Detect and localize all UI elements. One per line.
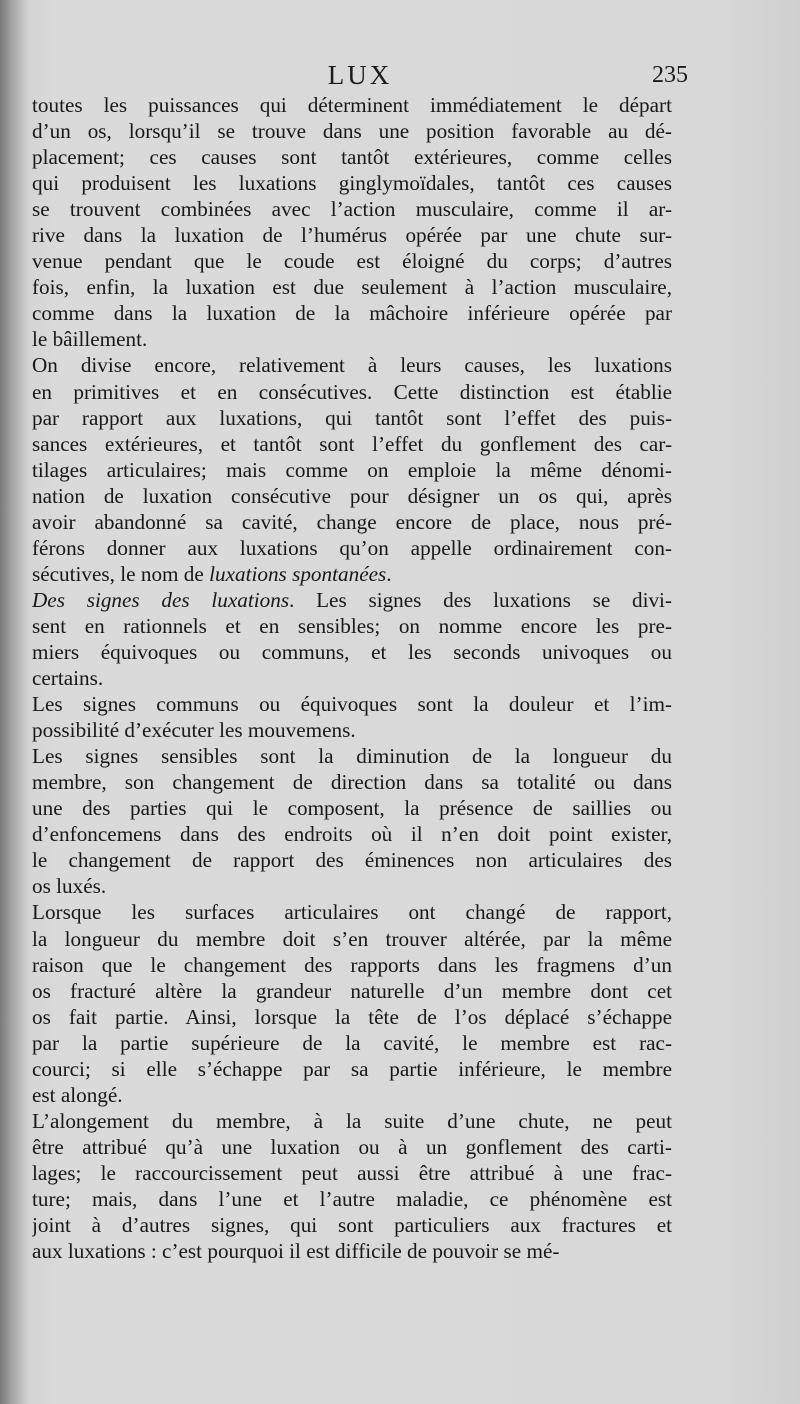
- text-line: une des parties qui le composent, la présence de saillies ou: [32, 796, 672, 821]
- text-line: férons donner aux luxations qu’on appelle ordinairement con-: [32, 535, 672, 560]
- text-line: sances extérieures, et tantôt sont l’effet du gonflement des car-: [32, 431, 672, 456]
- text-line: membre, son changement de direction dans sa totalité ou dans: [32, 770, 672, 795]
- paragraph: [32, 743, 672, 899]
- running-head: LUX: [327, 60, 393, 90]
- paragraph: [32, 352, 672, 586]
- binding-shadow: [0, 0, 30, 1404]
- text-line: en primitives et en consécutives. Cette distinction est établie: [32, 379, 672, 404]
- text-line: raison que le changement des rapports dans les fragmens d’un: [32, 952, 672, 977]
- text-line: possibilité d’exécuter les mouvemens.: [32, 718, 356, 743]
- text-line: certains.: [32, 666, 104, 691]
- paragraph: [32, 92, 672, 352]
- text-line: On divise encore, relativement à leurs causes, les luxations: [32, 353, 672, 378]
- text-line: toutes les puissances qui déterminent immédiatement le départ: [32, 93, 672, 117]
- page-number: 235: [652, 62, 688, 88]
- text-line: Lorsque les surfaces articulaires ont changé de rapport,: [32, 900, 672, 925]
- text-line: venue pendant que le coude est éloigné du corps; d’autres: [32, 249, 672, 274]
- text-line: lages; le raccourcissement peut aussi être attribué à une frac-: [32, 1160, 672, 1185]
- text-line: Les signes sensibles sont la diminution de la longueur du: [32, 744, 672, 769]
- text-line: d’enfoncemens dans des endroits où il n’en doit point exister,: [32, 822, 672, 847]
- text-line: comme dans la luxation de la mâchoire inférieure opérée par: [32, 301, 672, 326]
- text-line: os luxés.: [32, 874, 107, 899]
- text-line: le bâillement.: [32, 327, 148, 352]
- text-line: est alongé.: [32, 1082, 123, 1107]
- text-line: être attribué qu’à une luxation ou à un gonflement des carti-: [32, 1134, 672, 1159]
- paragraph: [32, 691, 672, 743]
- text-line: os fait partie. Ainsi, lorsque la tête de l’os déplacé s’échappe: [32, 1004, 672, 1029]
- text-line: se trouvent combinées avec l’action musculaire, comme il ar-: [32, 197, 672, 222]
- text-line: joint à d’autres signes, qui sont particuliers aux fractures et: [32, 1213, 672, 1238]
- text-line: sent en rationnels et en sensibles; on nomme encore les pre-: [32, 613, 672, 638]
- text-line: d’un os, lorsqu’il se trouve dans une position favorable au dé-: [32, 119, 672, 144]
- text-line: Les signes communs ou équivoques sont la douleur et l’im-: [32, 692, 672, 717]
- text-line: la longueur du membre doit s’en trouver altérée, par la même: [32, 926, 672, 951]
- text-line: sécutives, le nom de luxations spontanées.: [32, 561, 392, 586]
- text-line: ture; mais, dans l’une et l’autre maladie, ce phénomène est: [32, 1186, 672, 1211]
- paragraph: [32, 587, 672, 691]
- text-line: qui produisent les luxations ginglymoïdales, tantôt ces causes: [32, 171, 672, 196]
- text-line: le changement de rapport des éminences non articulaires des: [32, 848, 672, 873]
- text-line: placement; ces causes sont tantôt extérieures, comme celles: [32, 145, 672, 170]
- paragraph: [32, 1108, 672, 1264]
- text-line: tilages articulaires; mais comme on emploie la même dénomi-: [32, 457, 672, 482]
- text-line: par rapport aux luxations, qui tantôt sont l’effet des puis-: [32, 405, 672, 430]
- page-header: [0, 56, 800, 96]
- paragraph: [32, 899, 672, 1107]
- text-line: Des signes des luxations. Les signes des luxations se divi-: [32, 587, 672, 612]
- text-line: miers équivoques ou communs, et les seconds univoques ou: [32, 639, 672, 664]
- text-line: rive dans la luxation de l’humérus opérée par une chute sur-: [32, 223, 672, 248]
- text-line: par la partie supérieure de la cavité, le membre est rac-: [32, 1030, 672, 1055]
- text-line: nation de luxation consécutive pour désigner un os qui, après: [32, 483, 672, 508]
- text-line: courci; si elle s’échappe par sa partie inférieure, le membre: [32, 1056, 672, 1081]
- text-line: L’alongement du membre, à la suite d’une chute, ne peut: [32, 1108, 672, 1133]
- text-line: fois, enfin, la luxation est due seulement à l’action musculaire,: [32, 275, 672, 300]
- body-text: [32, 92, 672, 1264]
- text-line: avoir abandonné sa cavité, change encore de place, nous pré-: [32, 509, 672, 534]
- text-line: os fracturé altère la grandeur naturelle d’un membre dont cet: [32, 978, 672, 1003]
- text-line: aux luxations : c’est pourquoi il est difficile de pouvoir se mé-: [32, 1239, 560, 1264]
